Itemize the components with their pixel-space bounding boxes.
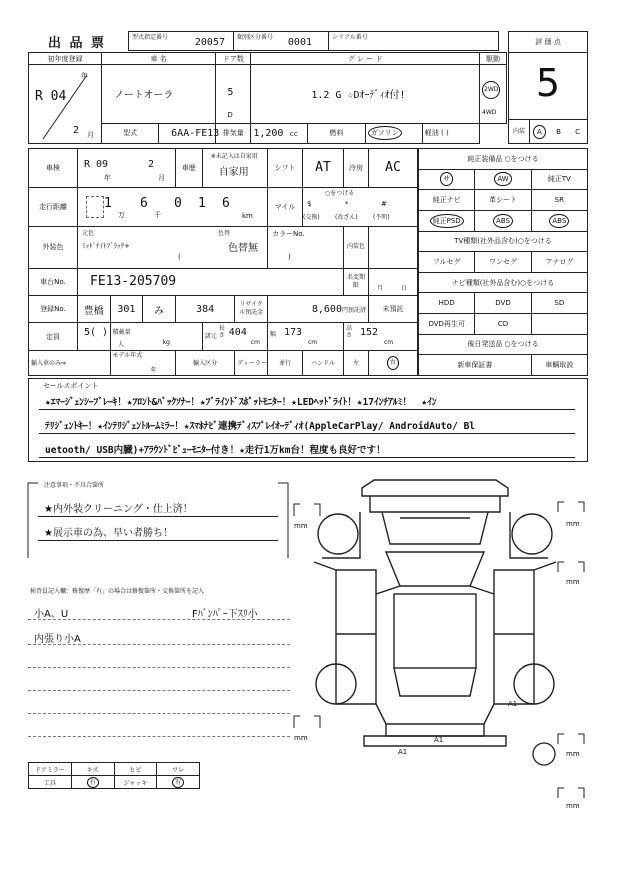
cert-no-cell: 型式指定番号 20057 [129,32,234,51]
dims-cell: 諸元 長さ 404 cm [202,323,267,350]
equipment-panel: 純正装備品 ○をつける サ AW 純正TV 純正ナビ 革シート SR 純正PSD ABS ABS TV種類(社外品含む)○をつける フルセグ ワンセグ アナログ ナビ種類(社外品含む)○をつける HDD DVD SD DVD再生可 CD 後日発送品 ○をつける 新車保証書 車輌取説 [418,148,588,376]
reg-kana: み [143,296,176,323]
first-reg-month: 2 [73,125,80,137]
doors: 5 [227,87,234,99]
sales-line-2: ﾃﾘｼﾞｪﾝﾄｷｰ！★ｲﾝﾃﾘｼﾞｪﾝﾄﾙｰﾑﾐﾗｰ！★ｽﾏﾎﾅﾋﾞ連携ﾃﾞｨｽﾌﾟﾚｲｵｰﾃﾞｨｵ(AppleCarPlay/ AndroidAuto/ Bl [45,421,476,432]
svg-text:mm: mm [566,802,580,810]
inspect-month: 2 [148,159,155,170]
doors-cell: 5 D [216,65,251,124]
notes-box: 注意事項・不具合箇所 ★内外装クリーニング・仕上済！ ★展示車の為、早い者勝ち！ [28,478,288,568]
inspector-line-2: 内張り小A [34,634,81,645]
score-value: 5 [535,61,561,105]
interior-grade-a: A [533,125,546,139]
score-box: 評 価 点 5 内装 A B C [508,31,588,144]
damage-a1-bumper: A1 [398,748,408,756]
shift: AT [303,149,344,188]
reg-area: 豊橋 [78,296,111,323]
first-reg-cell: R 04 年 2 月 [29,65,102,144]
page-title: 出 品 票 [48,36,107,51]
orig-color: ﾐｯﾄﾞﾅｲﾄﾌﾞﾗｯｸ+ [82,241,130,250]
serial-cell: シリアル番号 [329,32,499,51]
inspector-line-1a: 小A、U [34,609,69,620]
note-line-1: ★内外装クリーニング・仕上済！ [44,504,193,515]
equip-ab: ABS [493,214,513,228]
recycle-fee: 8,600 [311,303,342,315]
color-change: 色替無 [228,242,258,254]
history: 自家用 [218,167,249,178]
inspect-era: R 09 [84,159,109,170]
note-line-2: ★展示車の為、早い者勝ち！ [44,528,173,539]
model-code: 6AA-FE13 [159,123,216,143]
vehicle-summary: 初年度登録 車 名 ドア数 グ レ ー ド 駆動 R 04 年 2 月 ノートオーラ 5 D 1.2 G ☆Dｵｰﾃﾞｨｵ付! 2WD 4WD 型式 6AA-FE13 排気量 1,200 cc 燃料 ガソリン 軽油 ( ) [28,52,507,144]
first-reg-era: R 04 [35,89,67,105]
inspect-cell: R 09 年 2 月 [78,149,176,188]
wheel-circle-icon [530,740,560,770]
cert-no: 20057 [194,37,225,48]
mileage-digit-5: 6 [222,195,230,211]
sales-line-1: ★ｴﾏｰｼﾞｪﾝｼｰﾌﾞﾚｰｷ！★ﾌﾛﾝﾄ&ﾊﾞｯｸｿﾅｰ！★ﾌﾞﾗｲﾝﾄﾞｽﾎﾟｯﾄﾓﾆﾀｰ！★LEDﾍｯﾄﾞﾗｲﾄ！★17ｲﾝﾁｱﾙﾐ！ ★ｲﾝ [45,397,437,408]
mileage-digit-3: 0 [174,195,182,211]
svg-text:mm: mm [294,522,308,530]
class-no-cell: 類別区分番号 0001 [234,32,329,51]
fuel-gasoline: ガソリン [368,126,402,140]
svg-text:mm: mm [566,578,580,586]
height: 152 [360,327,379,339]
color-cell: 元色 ﾐｯﾄﾞﾅｲﾄﾌﾞﾗｯｸ+ 色替 色替無 ( ) [78,226,268,268]
length: 404 [228,327,247,339]
mileage-digit-2: 6 [140,195,148,211]
details-table: 車検 R 09 年 2 月 車歴 ※未記入は自家用 自家用 シフト AT 冷房 AC 走行距離 1 万 6 千 0 1 6 km マイル ○をつける $ (交換) * (改ざん) # (不明) 外装色 元色 ﾐｯﾄﾞﾅｲﾄﾌﾞﾗｯｸ+ 色替 色替無 ( ) カラーNo. 内装色 車台No. FE13-205709 名変期限 月 日 登録No. 豊橋 301 み 384 リサイクル預託金 8,600円預託済 未預託 定員 5( ) 人 積載量 kg 諸元 長さ 404 cm 幅 173 cm 高さ 152 cm 輸入車のみ⇒ モデル年式 年 輸入区分 ディーラー 並行 ハンドル 左 右 [28,148,418,376]
mileage-digit-4: 1 [198,195,206,211]
damage-a1-right: A1 [508,700,518,708]
sales-line-3: uetooth/ USB内臓)+ｱﾗｳﾝﾄﾞﾋﾞｭｰﾓﾆﾀｰ付き！★走行1万km台！程度も良好です！ [45,445,386,456]
parts-table: ドアミラー キズ ヒビ ワレ 工具 有 ジャッキ 有 [28,762,200,789]
capacity: 5( ) [84,327,109,339]
reg-number: 384 [175,296,235,323]
car-name: ノートオーラ [102,65,216,124]
svg-text:mm: mm [294,734,308,742]
mileage-digit-1: 1 [104,195,112,211]
mileage-cell: 1 万 6 千 0 1 6 km [78,187,268,226]
jack-present: 有 [172,777,184,788]
equip-ab2: ABS [549,214,569,228]
svg-text:mm: mm [566,750,580,758]
width: 173 [284,327,303,339]
svg-text:mm: mm [566,520,580,528]
header-numbers [128,31,499,51]
inspector-line-1b: Fﾊﾞﾝﾊﾟｰ下ｽﾘ小 [192,609,258,620]
grade: 1.2 G ☆Dｵｰﾃﾞｨｵ付! [251,65,480,124]
diagonal-line [35,73,95,143]
equip-aw: AW [494,172,511,186]
equip-sunroof: サ [440,172,453,186]
ac: AC [369,149,418,188]
right-hand-drive: 右 [387,356,399,370]
reg-class: 301 [110,296,143,323]
measure-brackets [556,498,596,808]
drive-cell: 2WD 4WD [480,65,507,124]
sales-points: セールスポイント ★ｴﾏｰｼﾞｪﾝｼｰﾌﾞﾚｰｷ！★ﾌﾛﾝﾄ&ﾊﾞｯｸｿﾅｰ！★ﾌﾞﾗｲﾝﾄﾞｽﾎﾟｯﾄﾓﾆﾀｰ！★LEDﾍｯﾄﾞﾗｲﾄ！★17ｲﾝﾁｱﾙﾐ！ ★ｲﾝ ﾃﾘｼﾞｪﾝﾄｷｰ！★ｲﾝﾃﾘｼﾞｪﾝﾄﾙｰﾑﾐﾗｰ！★ｽﾏﾎﾅﾋﾞ連携ﾃﾞｨｽﾌﾟﾚｲｵｰﾃﾞｨｵ(AppleCarPlay/ AndroidAuto/ Bl uetooth/ USB内臓)+ｱﾗｳﾝﾄﾞﾋﾞｭｰﾓﾆﾀｰ付き！★走行1万km台！程度も良好です！ [28,378,588,462]
class-no: 0001 [287,37,312,48]
damage-a1-rear: A1 [434,736,444,744]
tool-present: 有 [87,777,99,788]
drive-2wd: 2WD [482,81,500,99]
warranty-book: 新車保証書 [419,355,532,376]
equip-psd: 純正PSD [430,214,464,228]
chassis-no: FE13-205709 [78,268,344,295]
displacement: 1,200 [253,127,284,139]
